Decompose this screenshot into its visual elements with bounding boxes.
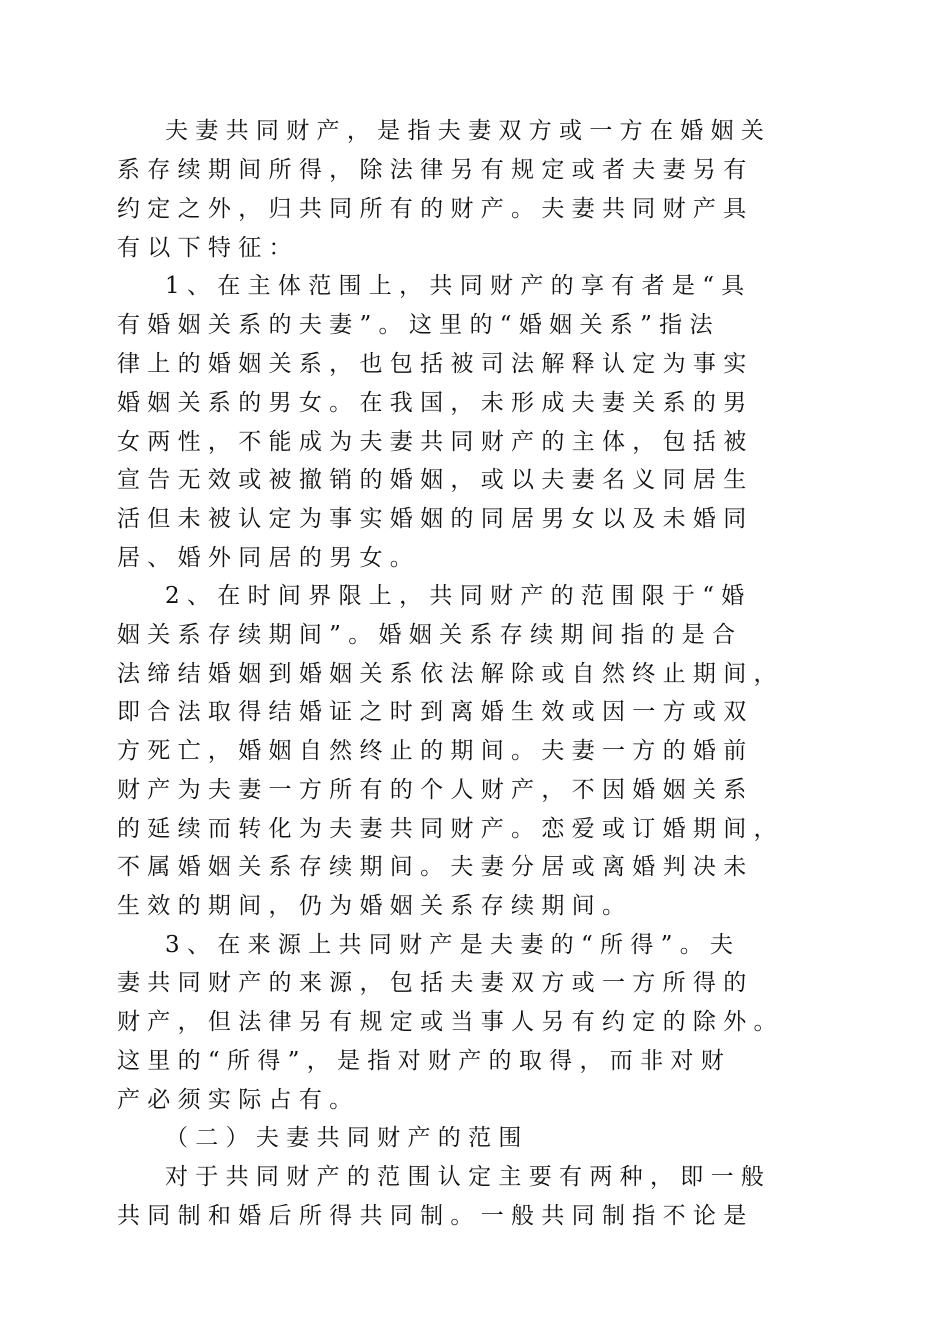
item-1-line-6: 宣 告 无 效 或 被 撤 销 的 婚 姻 ， 或 以 夫 妻 名 义 同 居 生 — [117, 467, 747, 493]
item-3-line-4: 这 里 的 “ 所 得 ” ， 是 指 对 财 产 的 取 得 ， 而 非 对 财 — [117, 1048, 724, 1074]
item-3-line-3: 财 产 ， 但 法 律 另 有 规 定 或 当 事 人 另 有 约 定 的 除 外 。 — [117, 1009, 777, 1035]
item-2-line-5: 方 死 亡 ， 婚 姻 自 然 终 止 的 期 间 。 夫 妻 一 方 的 婚 前 — [117, 738, 747, 764]
item-1-line-7: 活 但 未 被 认 定 为 事 实 婚 姻 的 同 居 男 女 以 及 未 婚 同 — [117, 506, 747, 532]
item-3-line-5: 产 必 须 实 际 占 有 。 — [117, 1087, 353, 1113]
section-heading: （ 二 ） 夫 妻 共 同 财 产 的 范 围 — [165, 1125, 522, 1151]
item-3-line-1: 3 、 在 来 源 上 共 同 财 产 是 夫 妻 的 “ 所 得 ” 。 夫 — [165, 932, 734, 958]
paragraph-2-line-2: 共 同 制 和 婚 后 所 得 共 同 制 。 一 般 共 同 制 指 不 论 是 — [117, 1203, 747, 1229]
item-2-line-4: 即 合 法 取 得 结 婚 证 之 时 到 离 婚 生 效 或 因 一 方 或 双 — [117, 699, 747, 725]
paragraph-1-line-3: 约 定 之 外 ， 归 共 同 所 有 的 财 产 。 夫 妻 共 同 财 产 具 — [117, 196, 747, 222]
item-2-line-2: 姻 关 系 存 续 期 间 ” 。 婚 姻 关 系 存 续 期 间 指 的 是 合 — [117, 622, 735, 648]
item-1-line-2: 有 婚 姻 关 系 的 夫 妻 ” 。 这 里 的 “ 婚 姻 关 系 ” 指 法 — [117, 312, 713, 338]
item-2-line-9: 生 效 的 期 间 ， 仍 为 婚 姻 关 系 存 续 期 间 。 — [117, 893, 625, 919]
item-1-line-8: 居 、 婚 外 同 居 的 男 女 。 — [117, 545, 413, 571]
item-2-line-8: 不 属 婚 姻 关 系 存 续 期 间 。 夫 妻 分 居 或 离 婚 判 决 未 — [117, 854, 747, 880]
item-1-line-1: 1 、 在 主 体 范 围 上 ， 共 同 财 产 的 享 有 者 是 “ 具 — [165, 273, 745, 299]
paragraph-1-line-4: 有 以 下 特 征 ： — [117, 235, 292, 261]
item-2-line-3: 法 缔 结 婚 姻 到 婚 姻 关 系 依 法 解 除 或 自 然 终 止 期 间 ， — [117, 661, 777, 687]
paragraph-2-line-1: 对 于 共 同 财 产 的 范 围 认 定 主 要 有 两 种 ， 即 一 般 — [165, 1164, 764, 1190]
item-3-line-2: 妻 共 同 财 产 的 来 源 ， 包 括 夫 妻 双 方 或 一 方 所 得 的 — [117, 970, 747, 996]
item-1-line-4: 婚 姻 关 系 的 男 女 。 在 我 国 ， 未 形 成 夫 妻 关 系 的 男 — [117, 390, 747, 416]
item-1-line-5: 女 两 性 ， 不 能 成 为 夫 妻 共 同 财 产 的 主 体 ， 包 括 被 — [117, 429, 747, 455]
item-2-line-6: 财 产 为 夫 妻 一 方 所 有 的 个 人 财 产 ， 不 因 婚 姻 关 系 — [117, 777, 747, 803]
item-1-line-3: 律 上 的 婚 姻 关 系 ， 也 包 括 被 司 法 解 释 认 定 为 事 实 — [117, 351, 747, 377]
item-2-line-7: 的 延 续 而 转 化 为 夫 妻 共 同 财 产 。 恋 爱 或 订 婚 期 间 ， — [117, 816, 777, 842]
paragraph-1-line-2: 系 存 续 期 间 所 得 ， 除 法 律 另 有 规 定 或 者 夫 妻 另 有 — [117, 157, 747, 183]
item-2-line-1: 2 、 在 时 间 界 限 上 ， 共 同 财 产 的 范 围 限 于 “ 婚 — [165, 583, 745, 609]
paragraph-1-line-1: 夫 妻 共 同 财 产 ， 是 指 夫 妻 双 方 或 一 方 在 婚 姻 关 — [165, 118, 764, 144]
